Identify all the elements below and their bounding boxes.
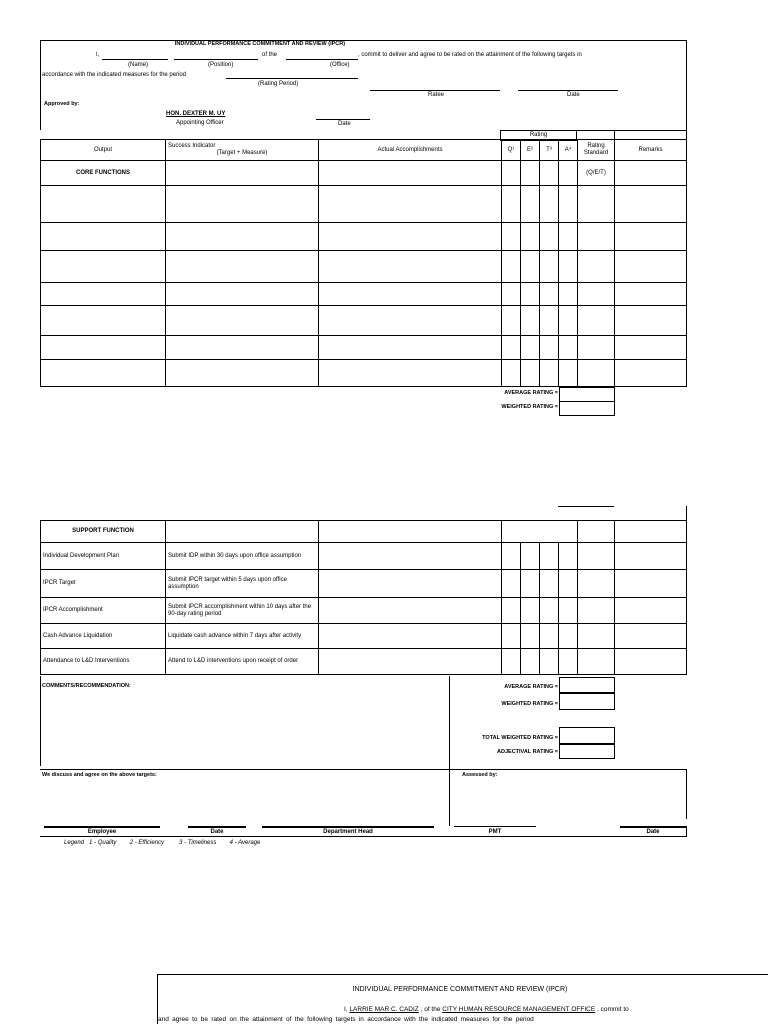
date2-label: Date: [646, 829, 660, 835]
table-row: [41, 336, 687, 360]
ratee-date-line: [518, 90, 618, 91]
support-output-3: Cash Advance Liquidation: [41, 624, 166, 649]
table-row: [41, 624, 687, 649]
adjectival-label: ADJECTIVAL RATING =: [497, 749, 558, 755]
assessed-by-label: Assessed by:: [462, 772, 498, 778]
support-output-0: Individual Development Plan: [41, 543, 166, 570]
rating-standard-header: Rating Standard: [578, 140, 615, 161]
success-indicator-sub: (Target + Measure): [216, 150, 268, 156]
support-functions-table: [40, 520, 687, 675]
support-output-1: IPCR Target: [41, 570, 166, 598]
name-line: [102, 59, 168, 60]
success-indicator-label: Success Indicator: [168, 143, 216, 150]
t-header: T³: [540, 140, 559, 161]
support-output-4: Attendance to L&D Interventions: [41, 649, 166, 675]
q-header: Q¹: [502, 140, 521, 161]
date2-sig-line: [620, 826, 686, 828]
assessed-right-line: [686, 769, 687, 819]
legend: Legend 1 - Quality 2 - Efficiency 3 - Timeliness 4 - Average: [64, 840, 261, 846]
cell[interactable]: [319, 161, 502, 186]
table-row: [41, 598, 687, 624]
form3-line1: [344, 1006, 629, 1013]
a-header: A⁴: [559, 140, 578, 161]
e-header: E²: [521, 140, 540, 161]
table-row: [41, 223, 687, 251]
form1-title: INDIVIDUAL PERFORMANCE COMMITMENT AND REVIEW (IPCR): [174, 41, 346, 47]
table-row: [41, 251, 687, 283]
support-indicator-1: Submit IPCR target within 5 days upon office assumption: [166, 570, 319, 598]
form1-i-prefix: I,: [96, 52, 100, 58]
support-indicator-2: Submit IPCR accomplishment within 10 days after the 90-day rating period: [166, 598, 319, 624]
form3-title: INDIVIDUAL PERFORMANCE COMMITMENT AND REVIEW (IPCR): [352, 986, 568, 993]
position-line: [174, 59, 258, 60]
office-label: (Office): [330, 62, 350, 68]
support-indicator-0: Submit IDP within 30 days upon office assumption: [166, 543, 319, 570]
position-label: (Position): [208, 62, 234, 68]
date1-sig-line: [188, 826, 246, 828]
approver-date: Date: [338, 121, 351, 127]
form1-accordance: accordance with the indicated measures for the period: [42, 72, 187, 78]
ratee-line: [370, 90, 500, 91]
name-label: (Name): [128, 62, 149, 68]
cell[interactable]: [540, 161, 559, 186]
approved-by: Approved by:: [44, 101, 80, 107]
cell[interactable]: [521, 161, 540, 186]
ratee-label: Ratee: [428, 92, 445, 98]
date1-label: Date: [210, 829, 224, 835]
form2-weighted-label: WEIGHTED RATING =: [501, 701, 558, 707]
form1-average-label: AVERAGE RATING =: [504, 390, 558, 396]
office-line: [286, 59, 358, 60]
form1-commit-text: , commit to deliver and agree to be rated on the attainment of the following targets in: [358, 52, 582, 58]
support-indicator-3: Liquidate cash advance within 7 days after activity: [166, 624, 319, 649]
comments-frame-left: [40, 676, 41, 766]
core-functions-label: CORE FUNCTIONS: [41, 161, 166, 186]
cell[interactable]: [559, 161, 578, 186]
support-function-label: SUPPORT FUNCTION: [41, 521, 166, 543]
ratee-date-label: Date: [567, 92, 580, 98]
approver-title: Appointing Officer: [176, 120, 224, 126]
support-indicator-4: Attend to L&D interventions upon receipt of order: [166, 649, 319, 675]
form1-average-box[interactable]: [559, 387, 615, 402]
form1-frame-right: [686, 40, 687, 130]
form1-of-the: of the: [262, 52, 278, 58]
form2-right-tick: [686, 506, 687, 520]
adjectival-box[interactable]: [559, 743, 615, 759]
form1-frame-left: [40, 40, 41, 130]
cell[interactable]: [502, 161, 521, 186]
support-output-2: IPCR Accomplishment: [41, 598, 166, 624]
discuss-top-line: [40, 769, 687, 770]
form1-weighted-label: WEIGHTED RATING =: [501, 404, 558, 410]
table-row: [41, 570, 687, 598]
comments-label: COMMENTS/RECOMMENDATION:: [42, 683, 131, 689]
dept-head-label: Department Head: [323, 829, 373, 835]
core-code: (Q/E/T): [578, 161, 615, 186]
form3-top-line: [157, 974, 768, 975]
form3-line2: and agree to be rated on the attainment of the following targets in accordance with the indicated measures for the period: [158, 1016, 534, 1023]
period-line: [226, 78, 358, 79]
form2-average-label: AVERAGE RATING =: [504, 684, 558, 690]
form3-office: CITY HUMAN RESOURCE MANAGEMENT OFFICE: [442, 1006, 596, 1013]
pmt-label: PMT: [488, 829, 502, 835]
remarks-header: Remarks: [615, 140, 687, 161]
form3-of-the: , of the: [420, 1006, 441, 1013]
table-row: [41, 360, 687, 387]
cell[interactable]: [615, 161, 687, 186]
cell[interactable]: [166, 161, 319, 186]
employee-sig-line: [44, 826, 160, 828]
table-row: [41, 543, 687, 570]
signature-row-bottom: [40, 836, 687, 837]
form3-commit: , commit to: [596, 1006, 629, 1013]
table-row: [41, 283, 687, 306]
employee-label: Employee: [87, 829, 117, 835]
form3-name: LARRIE MAR C. CADIZ: [349, 1006, 419, 1013]
table-row: [41, 186, 687, 223]
rating-header: Rating: [501, 131, 577, 141]
discuss-label: We discuss and agree on the above targets:: [42, 772, 157, 778]
table-row: [41, 649, 687, 675]
approver-date-line: [316, 119, 370, 120]
form2-weighted-box[interactable]: [559, 692, 615, 710]
total-weighted-label: TOTAL WEIGHTED RATING =: [482, 735, 558, 741]
signature-row-right: [686, 826, 687, 836]
dept-head-sig-line: [262, 826, 434, 828]
form1-weighted-box[interactable]: [559, 401, 615, 416]
success-indicator-header: [166, 140, 319, 161]
pmt-sig-line: [454, 826, 536, 827]
rating-period-label: (Rating Period): [258, 81, 299, 87]
output-header: Output: [41, 140, 166, 161]
form3-i-prefix: I,: [344, 1006, 348, 1013]
approver-name: HON. DEXTER M. UY: [166, 111, 226, 117]
form2-top-line: [558, 506, 614, 507]
actual-header: Actual Accomplishments: [319, 140, 502, 161]
table-row: [41, 306, 687, 336]
core-functions-table: [40, 139, 687, 387]
